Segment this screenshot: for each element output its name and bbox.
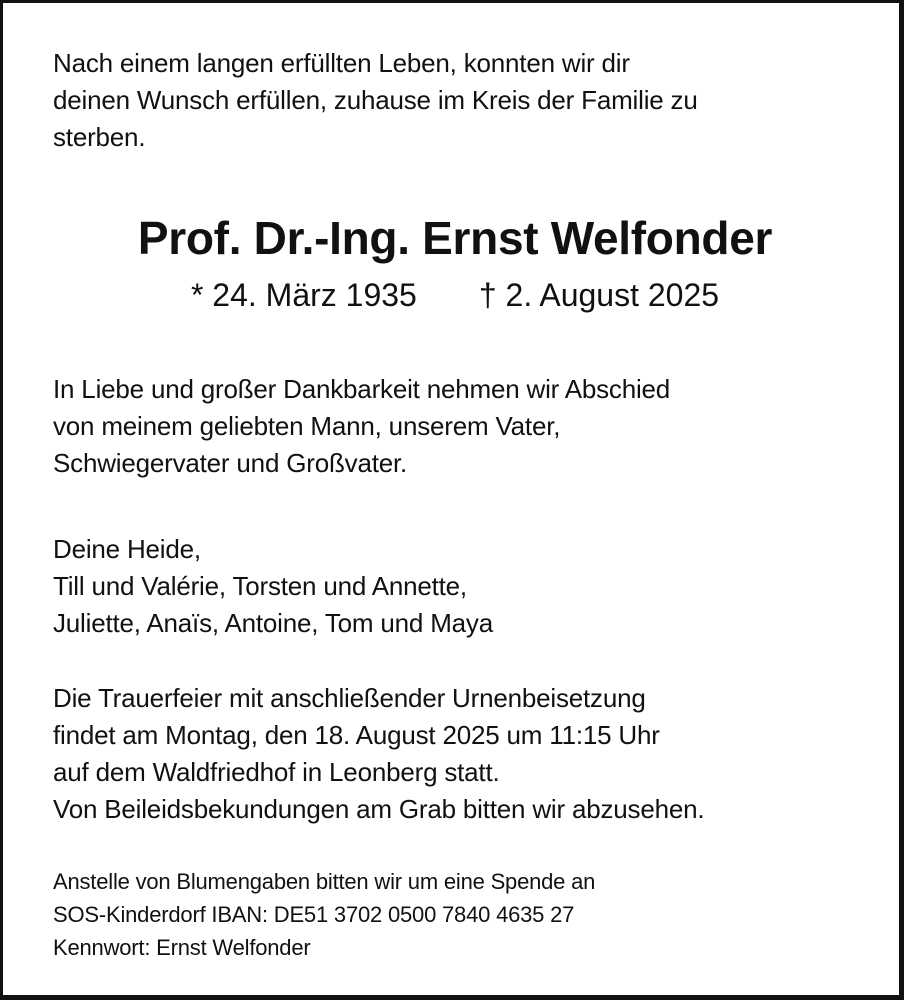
intro-line: sterben.	[53, 122, 146, 152]
birth-date: * 24. März 1935	[190, 277, 417, 313]
ceremony-line: Die Trauerfeier mit anschließender Urnenbeisetzung	[53, 683, 646, 713]
intro-line: Nach einem langen erfüllten Leben, konnten wir dir	[53, 48, 630, 78]
donation-iban-line: SOS-Kinderdorf IBAN: DE51 3702 0500 7840 4635 27	[53, 902, 575, 927]
intro-text	[53, 45, 698, 156]
farewell-text	[53, 371, 670, 482]
life-dates	[3, 273, 904, 317]
death-date: † 2. August 2025	[478, 277, 720, 313]
farewell-line: von meinem geliebten Mann, unserem Vater,	[53, 411, 561, 441]
donation-line: Anstelle von Blumengaben bitten wir um eine Spende an	[53, 869, 596, 894]
farewell-line: Schwiegervater und Großvater.	[53, 448, 408, 478]
family-line: Till und Valérie, Torsten und Annette,	[53, 571, 467, 601]
ceremony-line: findet am Montag, den 18. August 2025 um 11:15 Uhr	[53, 720, 660, 750]
farewell-line: In Liebe und großer Dankbarkeit nehmen wir Abschied	[53, 374, 671, 404]
family-line: Deine Heide,	[53, 534, 201, 564]
ceremony-line: Von Beileidsbekundungen am Grab bitten wir abzusehen.	[53, 794, 705, 824]
family-line: Juliette, Anaïs, Antoine, Tom und Maya	[53, 608, 493, 638]
ceremony-line: auf dem Waldfriedhof in Leonberg statt.	[53, 757, 500, 787]
ceremony-info	[53, 680, 704, 828]
family-signature	[53, 531, 493, 642]
deceased-name: Prof. Dr.-Ing. Ernst Welfonder	[137, 212, 773, 264]
intro-line: deinen Wunsch erfüllen, zuhause im Kreis der Familie zu	[53, 85, 698, 115]
donation-info	[53, 865, 595, 964]
donation-keyword-line: Kennwort: Ernst Welfonder	[53, 935, 311, 960]
